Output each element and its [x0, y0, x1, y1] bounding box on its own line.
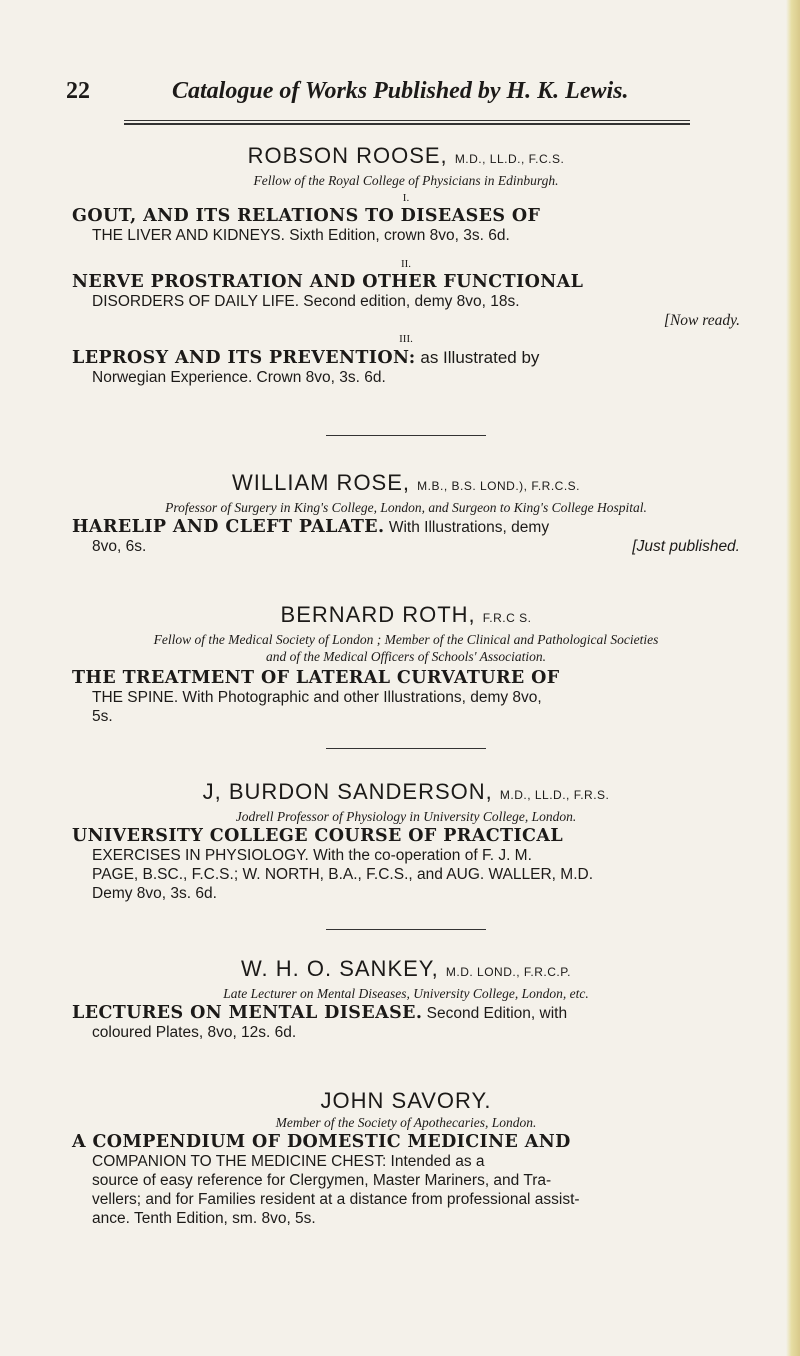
author-heading	[72, 602, 740, 631]
work-title-suffix: With Illustrations, demy	[384, 519, 550, 536]
work-description-continued: PAGE, B.SC., F.C.S.; W. NORTH, B.A., F.C.S., and AUG. WALLER, M.D.	[92, 866, 593, 883]
catalogue-entry	[72, 956, 740, 1042]
work-number: III.	[399, 333, 413, 345]
author-affiliation: Late Lecturer on Mental Diseases, University College, London, etc.	[223, 986, 589, 1001]
work-description-continued: vellers; and for Families resident at a distance from professional assist-	[92, 1191, 580, 1208]
author-heading	[72, 143, 740, 172]
work-title: UNIVERSITY COLLEGE COURSE OF PRACTICAL	[72, 826, 564, 846]
page-edge	[786, 0, 800, 1356]
work-listing	[72, 1133, 740, 1228]
author-heading	[72, 956, 740, 985]
work-title-suffix: as Illustrated by	[415, 348, 540, 367]
work-listing	[72, 207, 740, 245]
author-name: WILLIAM ROSE,	[231, 470, 411, 495]
page-number: 22	[66, 78, 90, 104]
author-affiliation: Professor of Surgery in King's College, London, and Surgeon to King's College Hospital.	[165, 500, 647, 515]
page-header	[66, 78, 740, 118]
work-description: COMPANION TO THE MEDICINE CHEST: Intended as a	[92, 1153, 485, 1170]
author-qualifications: M.D. LOND., F.R.C.P.	[445, 965, 572, 979]
author-affiliation: Fellow of the Medical Society of London ; Member of the Clinical and Pathological Societies	[153, 632, 659, 647]
catalogue-entry	[72, 143, 740, 387]
work-title: HARELIP AND CLEFT PALATE.	[72, 517, 385, 537]
work-title: THE TREATMENT OF LATERAL CURVATURE OF	[72, 668, 560, 688]
author-name: ROBSON ROOSE,	[247, 143, 448, 168]
author-affiliation: Fellow of the Royal College of Physicians in Edinburgh.	[253, 173, 559, 188]
author-heading	[72, 470, 740, 499]
work-title: A COMPENDIUM OF DOMESTIC MEDICINE AND	[72, 1132, 571, 1152]
author-qualifications: M.B., B.S. LOND.), F.R.C.S.	[417, 479, 581, 493]
work-title: NERVE PROSTRATION AND OTHER FUNCTIONAL	[72, 272, 584, 292]
author-affiliation: Jodrell Professor of Physiology in University College, London.	[235, 809, 577, 824]
work-title-suffix: Second Edition, with	[422, 1005, 568, 1022]
author-affiliation: Member of the Society of Apothecaries, London.	[275, 1115, 537, 1130]
header-rule-thick	[124, 123, 690, 125]
work-listing	[72, 1004, 740, 1042]
work-title: LECTURES ON MENTAL DISEASE.	[72, 1003, 423, 1023]
work-listing	[72, 518, 740, 556]
work-listing	[72, 273, 740, 330]
author-qualifications: M.D., LL.D., F.R.S.	[499, 788, 610, 802]
section-divider	[326, 748, 486, 749]
work-description-continued: source of easy reference for Clergymen, Master Mariners, and Tra-	[92, 1172, 552, 1189]
catalogue-page	[66, 78, 740, 1228]
work-description: coloured Plates, 8vo, 12s. 6d.	[92, 1024, 297, 1041]
work-listing	[72, 348, 740, 387]
work-description: THE LIVER AND KIDNEYS. Sixth Edition, crown 8vo, 3s. 6d.	[92, 227, 510, 244]
work-description: EXERCISES IN PHYSIOLOGY. With the co-operation of F. J. M.	[92, 847, 532, 864]
work-listing	[72, 827, 740, 903]
catalogue-entry	[72, 1088, 740, 1228]
work-title: GOUT, AND ITS RELATIONS TO DISEASES OF	[72, 206, 541, 226]
section-divider	[326, 435, 486, 436]
running-title: Catalogue of Works Published by H. K. Lewis.	[172, 78, 629, 104]
work-description: DISORDERS OF DAILY LIFE. Second edition, demy 8vo, 18s.	[92, 293, 520, 310]
author-name: BERNARD ROTH,	[280, 602, 476, 627]
work-description-continued: ance. Tenth Edition, sm. 8vo, 5s.	[92, 1210, 316, 1227]
work-number: I.	[402, 192, 410, 204]
work-description	[72, 537, 740, 556]
catalogue-entry	[72, 779, 740, 903]
author-name: JOHN SAVORY.	[320, 1088, 492, 1113]
author-name: W. H. O. SANKEY,	[240, 956, 439, 981]
publication-note: [Now ready.	[663, 312, 740, 329]
work-description: THE SPINE. With Photographic and other Illustrations, demy 8vo,	[92, 689, 542, 706]
publication-note: [Just published.	[632, 538, 740, 555]
work-title: LEPROSY AND ITS PREVENTION:	[72, 348, 416, 368]
catalogue-entry	[72, 470, 740, 556]
author-qualifications: F.R.C S.	[482, 611, 532, 625]
work-description-continued: Demy 8vo, 3s. 6d.	[92, 885, 217, 902]
section-divider	[326, 929, 486, 930]
header-rule	[124, 120, 690, 121]
author-qualifications: M.D., LL.D., F.C.S.	[454, 152, 565, 166]
author-heading	[72, 1088, 740, 1114]
work-description: Norwegian Experience. Crown 8vo, 3s. 6d.	[92, 369, 386, 386]
work-description-continued: 5s.	[92, 708, 113, 725]
author-heading	[72, 779, 740, 808]
work-number: II.	[400, 258, 412, 270]
work-listing	[72, 669, 740, 726]
work-description-text: 8vo, 6s.	[92, 538, 147, 555]
author-affiliation-continued: and of the Medical Officers of Schools' Association.	[265, 649, 547, 664]
catalogue-entry	[72, 602, 740, 726]
author-name: J, BURDON SANDERSON,	[202, 779, 493, 804]
